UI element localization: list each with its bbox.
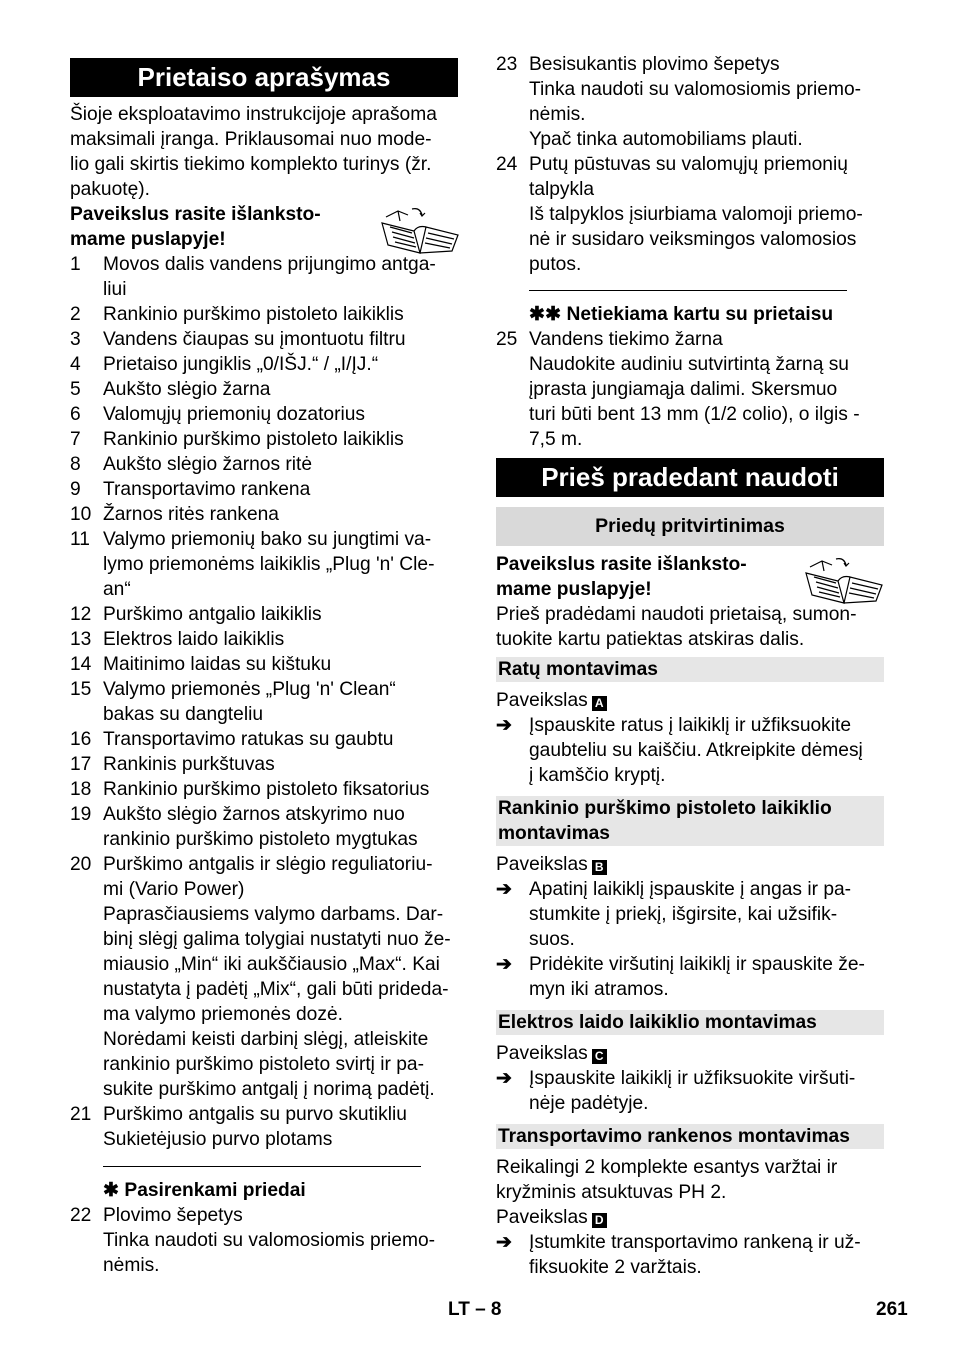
list-item xyxy=(70,352,458,377)
item-number: 16 xyxy=(70,729,92,750)
item-line: Transportavimo ratukas su gaubtu xyxy=(103,729,394,750)
item-line: Aukšto slėgio žarnos ritė xyxy=(103,454,313,475)
item-line: Rankinio purškimo pistoleto laikiklis xyxy=(103,304,404,325)
intro-line: Prieš pradėdami naudoti prietaisą, sumon- xyxy=(496,604,857,625)
note-line: mame puslapyje! xyxy=(496,579,652,600)
see-pictures-note xyxy=(496,552,796,602)
item-number: 15 xyxy=(70,679,92,700)
item-line: Besisukantis plovimo šepetys xyxy=(529,54,780,75)
step-text xyxy=(529,1066,884,1116)
figure-reference xyxy=(496,1041,607,1066)
heading-line: Elektros laido laikiklio montavimas xyxy=(498,1012,817,1033)
paragraph-line: kryžminis atsuktuvas PH 2. xyxy=(496,1182,727,1203)
item-line: Rankinio purškimo pistoleto laikiklis xyxy=(103,429,404,450)
intro-line: pakuotę). xyxy=(70,179,151,200)
item-line: Iš talpyklos įsiurbiama valomoji priemo- xyxy=(529,204,863,225)
subsection-heading xyxy=(496,1010,884,1035)
paragraph xyxy=(496,1155,884,1205)
list-item xyxy=(70,752,458,777)
list-item xyxy=(70,377,458,402)
item-line: turi būti bent 13 mm (1/2 colio), o ilgis - xyxy=(529,404,860,425)
note-line: mame puslapyje! xyxy=(70,229,226,250)
item-line: liui xyxy=(103,279,127,300)
item-number: 12 xyxy=(70,604,92,625)
item-line: Maitinimo laidas su kištuku xyxy=(103,654,332,675)
booklet-icon xyxy=(378,205,460,255)
figure-reference xyxy=(496,852,607,877)
item-number: 25 xyxy=(496,329,518,350)
figure-label: Paveikslas xyxy=(496,854,588,875)
heading-line: Transportavimo rankenos montavimas xyxy=(498,1126,850,1147)
item-number: 20 xyxy=(70,854,92,875)
item-line: Purškimo antgalis ir slėgio reguliatoriu- xyxy=(103,854,433,875)
item-line: Valomųjų priemonių dozatorius xyxy=(103,404,366,425)
not-supplied-heading: ✱✱ Netiekiama kartu su prietaisu xyxy=(529,304,834,325)
item-text xyxy=(103,352,458,377)
list-item xyxy=(70,327,458,352)
item-text xyxy=(103,777,458,802)
item-text xyxy=(103,802,458,852)
item-text xyxy=(103,502,458,527)
arrow-right-icon: ➔ xyxy=(496,715,513,736)
item-text xyxy=(103,652,458,677)
item-line: Plovimo šepetys xyxy=(103,1205,243,1226)
step-line: myn iki atramos. xyxy=(529,979,669,1000)
item-line: talpykla xyxy=(529,179,595,200)
item-line: putos. xyxy=(529,254,582,275)
list-item xyxy=(70,477,458,502)
item-number: 4 xyxy=(70,354,81,375)
step-text xyxy=(529,877,884,952)
item-text xyxy=(103,1203,458,1278)
subsection-heading xyxy=(496,1124,884,1149)
item-line: Rankinio purškimo pistoleto fiksatorius xyxy=(103,779,430,800)
step-line: nėje padėtyje. xyxy=(529,1093,649,1114)
heading-line: Ratų montavimas xyxy=(498,659,658,680)
item-line: nė ir susidaro veiksmingos valomosios xyxy=(529,229,857,250)
item-line: Valymo priemonių bako su jungtimi va- xyxy=(103,529,432,550)
item-line: Sukietėjusio purvo plotams xyxy=(103,1129,333,1150)
item-number: 19 xyxy=(70,804,92,825)
step-line: Apatinį laikiklį įspauskite į angas ir pa- xyxy=(529,879,852,900)
arrow-right-icon: ➔ xyxy=(496,1068,513,1089)
item-number: 1 xyxy=(70,254,81,275)
item-line: Tinka naudoti su valomosiomis priemo- xyxy=(529,79,862,100)
step-line: suos. xyxy=(529,929,575,950)
list-item xyxy=(496,52,884,152)
item-text xyxy=(103,452,458,477)
divider xyxy=(529,290,847,291)
item-number: 3 xyxy=(70,329,81,350)
list-item xyxy=(70,402,458,427)
list-item xyxy=(70,652,458,677)
item-line: nėmis. xyxy=(103,1255,160,1276)
list-item xyxy=(70,452,458,477)
step-text xyxy=(529,1230,884,1280)
intro-line: maksimali įranga. Priklausomai nuo mode- xyxy=(70,129,432,150)
item-line: Purškimo antgalis su purvo skutikliu xyxy=(103,1104,407,1125)
item-number: 22 xyxy=(70,1205,92,1226)
figure-label: Paveikslas xyxy=(496,690,588,711)
figure-letter-badge: C xyxy=(592,1049,607,1064)
item-text xyxy=(103,677,458,727)
item-line: Vandens tiekimo žarna xyxy=(529,329,723,350)
subsection-heading xyxy=(496,657,884,682)
item-number: 10 xyxy=(70,504,92,525)
figure-letter-badge: B xyxy=(592,860,607,875)
item-line: nėmis. xyxy=(529,104,586,125)
figure-letter-badge: A xyxy=(592,696,607,711)
list-item xyxy=(70,502,458,527)
item-line: Ypač tinka automobiliams plauti. xyxy=(529,129,803,150)
item-number: 11 xyxy=(70,529,90,550)
item-line: Naudokite audiniu sutvirtintą žarną su xyxy=(529,354,849,375)
list-item xyxy=(70,527,458,602)
step-line: į kamščio kryptį. xyxy=(529,765,666,786)
list-item xyxy=(70,602,458,627)
item-number: 7 xyxy=(70,429,81,450)
step-line: Įspauskite laikiklį ir užfiksuokite viršuti- xyxy=(529,1068,856,1089)
figure-letter-badge: D xyxy=(592,1213,607,1228)
intro-line: lio gali skirtis tiekimo komplekto turinys (žr. xyxy=(70,154,432,175)
item-number: 17 xyxy=(70,754,92,775)
booklet-icon xyxy=(802,555,884,605)
note-line: Paveikslus rasite išlanksto- xyxy=(70,204,321,225)
step-line: stumkite į priekį, išgirsite, kai užsifik- xyxy=(529,904,838,925)
arrow-right-icon: ➔ xyxy=(496,879,513,900)
optional-accessories-heading: ✱ Pasirenkami priedai xyxy=(103,1180,306,1201)
list-item xyxy=(496,152,884,277)
list-item xyxy=(70,1102,458,1152)
item-text xyxy=(103,627,458,652)
item-line: rankinio purškimo pistoleto svirtį ir pa- xyxy=(103,1054,424,1075)
item-line: Elektros laido laikiklis xyxy=(103,629,285,650)
list-item xyxy=(70,252,458,302)
item-number: 2 xyxy=(70,304,81,325)
list-item xyxy=(70,677,458,727)
figure-label: Paveikslas xyxy=(496,1207,588,1228)
item-text xyxy=(103,427,458,452)
heading-line: Rankinio purškimo pistoleto laikiklio xyxy=(498,798,832,819)
item-line: rankinio purškimo pistoleto mygtukas xyxy=(103,829,418,850)
item-number: 9 xyxy=(70,479,81,500)
item-text xyxy=(103,377,458,402)
step-line: gaubteliu su kaiščiu. Atkreipkite dėmesį xyxy=(529,740,863,761)
list-item xyxy=(496,327,884,452)
item-line: Paprasčiausiems valymo darbams. Dar- xyxy=(103,904,444,925)
item-text xyxy=(103,752,458,777)
item-line: Vandens čiaupas su įmontuotu filtru xyxy=(103,329,406,350)
subsection-heading xyxy=(496,796,884,846)
item-line: Putų pūstuvas su valomųjų priemonių xyxy=(529,154,848,175)
page-label: LT – 8 xyxy=(448,1299,502,1320)
intro-line: tuokite kartu patiektas atskiras dalis. xyxy=(496,629,805,650)
list-item xyxy=(70,852,458,1102)
step-line: Pridėkite viršutinį laikiklį ir spauskite že- xyxy=(529,954,865,975)
figure-reference xyxy=(496,688,607,713)
list-item xyxy=(70,777,458,802)
item-text xyxy=(103,302,458,327)
item-line: bakas su dangteliu xyxy=(103,704,264,725)
item-line: Aukšto slėgio žarnos atskyrimo nuo xyxy=(103,804,405,825)
list-item xyxy=(70,727,458,752)
item-text xyxy=(103,1102,458,1152)
item-number: 13 xyxy=(70,629,92,650)
item-number: 8 xyxy=(70,454,81,475)
item-line: nustatyta į padėtį „Mix“, gali būti prideda- xyxy=(103,979,449,1000)
step-line: Įstumkite transportavimo rankeną ir už- xyxy=(529,1232,861,1253)
item-line: sukite purškimo antgalį į norimą padėtį. xyxy=(103,1079,435,1100)
item-number: 21 xyxy=(70,1104,92,1125)
item-line: miausio „Min“ iki aukščiausio „Max“. Kai xyxy=(103,954,440,975)
item-line: Transportavimo rankena xyxy=(103,479,311,500)
arrow-right-icon: ➔ xyxy=(496,1232,513,1253)
item-text xyxy=(103,527,458,602)
item-text xyxy=(529,152,884,277)
step-text xyxy=(529,713,884,788)
item-text xyxy=(103,477,458,502)
paragraph-line: Reikalingi 2 komplekte esantys varžtai ir xyxy=(496,1157,838,1178)
item-text xyxy=(103,327,458,352)
item-text xyxy=(103,402,458,427)
item-number: 14 xyxy=(70,654,92,675)
item-number: 6 xyxy=(70,404,81,425)
item-line: Tinka naudoti su valomosiomis priemo- xyxy=(103,1230,436,1251)
list-item xyxy=(70,302,458,327)
item-text xyxy=(103,252,458,302)
item-number: 18 xyxy=(70,779,92,800)
section-title-before-use: Prieš pradedant naudoti xyxy=(496,458,884,497)
item-line: Movos dalis vandens prijungimo antga- xyxy=(103,254,436,275)
item-line: Valymo priemonės „Plug 'n' Clean“ xyxy=(103,679,396,700)
item-line: ma valymo priemonės dozė. xyxy=(103,1004,343,1025)
note-line: Paveikslus rasite išlanksto- xyxy=(496,554,747,575)
item-number: 5 xyxy=(70,379,81,400)
item-line: mi (Vario Power) xyxy=(103,879,245,900)
item-line: Purškimo antgalio laikiklis xyxy=(103,604,322,625)
section-title-description: Prietaiso aprašymas xyxy=(70,58,458,97)
heading-line: montavimas xyxy=(498,823,610,844)
item-text xyxy=(103,602,458,627)
page-number: 261 xyxy=(876,1299,908,1320)
see-pictures-note xyxy=(70,202,370,252)
figure-reference xyxy=(496,1205,607,1230)
item-line: įprasta jungiamąja dalimi. Skersmuo xyxy=(529,379,838,400)
step-text xyxy=(529,952,884,1002)
item-line: Norėdami keisti darbinį slėgį, atleiskite xyxy=(103,1029,429,1050)
item-text xyxy=(103,852,458,1102)
item-line: lymo priemonėms laikiklis „Plug 'n' Cle- xyxy=(103,554,435,575)
item-text xyxy=(529,327,884,452)
item-line: Aukšto slėgio žarna xyxy=(103,379,271,400)
item-line: 7,5 m. xyxy=(529,429,583,450)
item-line: Prietaiso jungiklis „0/IŠJ.“ / „I/ĮJ.“ xyxy=(103,354,379,375)
list-item xyxy=(70,802,458,852)
list-item xyxy=(70,1203,458,1278)
figure-label: Paveikslas xyxy=(496,1043,588,1064)
intro-paragraph xyxy=(496,602,884,652)
subsection-title-accessories: Priedų pritvirtinimas xyxy=(496,507,884,546)
list-item xyxy=(70,427,458,452)
item-number: 23 xyxy=(496,54,518,75)
step-line: Įspauskite ratus į laikiklį ir užfiksuokite xyxy=(529,715,852,736)
item-line: binį slėgį galima tolygiai nustatyti nuo že- xyxy=(103,929,451,950)
item-line: an“ xyxy=(103,579,131,600)
item-line: Rankinis purkštuvas xyxy=(103,754,275,775)
intro-line: Šioje eksploatavimo instrukcijoje aprašoma xyxy=(70,104,437,125)
list-item xyxy=(70,627,458,652)
step-line: fiksuokite 2 varžtais. xyxy=(529,1257,702,1278)
divider xyxy=(103,1166,421,1167)
item-text xyxy=(103,727,458,752)
item-number: 24 xyxy=(496,154,518,175)
item-text xyxy=(529,52,884,152)
intro-paragraph xyxy=(70,102,458,202)
item-line: Žarnos ritės rankena xyxy=(103,504,279,525)
arrow-right-icon: ➔ xyxy=(496,954,513,975)
